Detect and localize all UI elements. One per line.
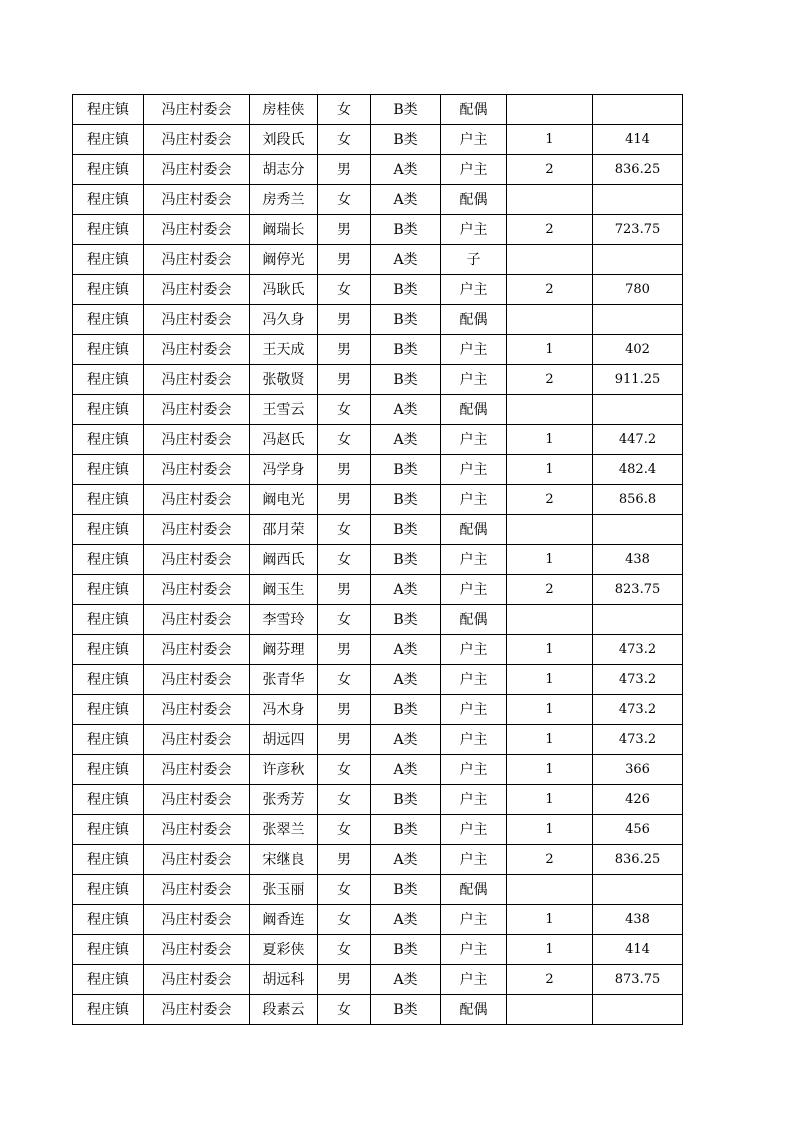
records-table xyxy=(72,94,683,1025)
name-cell: 刘段氏 xyxy=(250,125,318,155)
amount-cell: 402 xyxy=(593,335,683,365)
category-cell: B类 xyxy=(371,305,441,335)
relation-cell: 户主 xyxy=(441,575,507,605)
town-cell: 程庄镇 xyxy=(73,875,144,905)
household-size-cell: 2 xyxy=(507,365,593,395)
amount-cell: 856.8 xyxy=(593,485,683,515)
name-cell: 宋继良 xyxy=(250,845,318,875)
town-cell: 程庄镇 xyxy=(73,185,144,215)
table-row xyxy=(73,815,683,845)
amount-cell: 438 xyxy=(593,905,683,935)
town-cell: 程庄镇 xyxy=(73,125,144,155)
table-row xyxy=(73,905,683,935)
category-cell: B类 xyxy=(371,365,441,395)
category-cell: A类 xyxy=(371,425,441,455)
relation-cell: 户主 xyxy=(441,665,507,695)
relation-cell: 户主 xyxy=(441,425,507,455)
table-row xyxy=(73,935,683,965)
household-size-cell: 1 xyxy=(507,125,593,155)
table-row xyxy=(73,695,683,725)
village-committee-cell: 冯庄村委会 xyxy=(144,545,250,575)
town-cell: 程庄镇 xyxy=(73,575,144,605)
household-size-cell xyxy=(507,395,593,425)
gender-cell: 男 xyxy=(318,575,371,605)
amount-cell: 473.2 xyxy=(593,665,683,695)
gender-cell: 女 xyxy=(318,275,371,305)
household-size-cell: 2 xyxy=(507,275,593,305)
name-cell: 胡远四 xyxy=(250,725,318,755)
category-cell: B类 xyxy=(371,785,441,815)
relation-cell: 户主 xyxy=(441,905,507,935)
name-cell: 阚停光 xyxy=(250,245,318,275)
town-cell: 程庄镇 xyxy=(73,155,144,185)
household-size-cell: 1 xyxy=(507,335,593,365)
town-cell: 程庄镇 xyxy=(73,665,144,695)
category-cell: A类 xyxy=(371,395,441,425)
household-size-cell: 1 xyxy=(507,425,593,455)
town-cell: 程庄镇 xyxy=(73,935,144,965)
name-cell: 许彦秋 xyxy=(250,755,318,785)
table-row xyxy=(73,455,683,485)
household-size-cell xyxy=(507,185,593,215)
village-committee-cell: 冯庄村委会 xyxy=(144,635,250,665)
gender-cell: 女 xyxy=(318,395,371,425)
category-cell: B类 xyxy=(371,335,441,365)
town-cell: 程庄镇 xyxy=(73,215,144,245)
gender-cell: 男 xyxy=(318,965,371,995)
amount-cell: 473.2 xyxy=(593,695,683,725)
relation-cell: 户主 xyxy=(441,695,507,725)
amount-cell: 473.2 xyxy=(593,635,683,665)
town-cell: 程庄镇 xyxy=(73,95,144,125)
name-cell: 张敬贤 xyxy=(250,365,318,395)
gender-cell: 女 xyxy=(318,545,371,575)
amount-cell: 873.75 xyxy=(593,965,683,995)
household-size-cell: 2 xyxy=(507,965,593,995)
relation-cell: 子 xyxy=(441,245,507,275)
gender-cell: 女 xyxy=(318,515,371,545)
village-committee-cell: 冯庄村委会 xyxy=(144,725,250,755)
town-cell: 程庄镇 xyxy=(73,905,144,935)
relation-cell: 户主 xyxy=(441,125,507,155)
town-cell: 程庄镇 xyxy=(73,815,144,845)
table-row xyxy=(73,305,683,335)
village-committee-cell: 冯庄村委会 xyxy=(144,245,250,275)
household-size-cell: 1 xyxy=(507,635,593,665)
name-cell: 张青华 xyxy=(250,665,318,695)
relation-cell: 户主 xyxy=(441,635,507,665)
amount-cell: 780 xyxy=(593,275,683,305)
gender-cell: 男 xyxy=(318,155,371,185)
relation-cell: 户主 xyxy=(441,755,507,785)
village-committee-cell: 冯庄村委会 xyxy=(144,305,250,335)
category-cell: B类 xyxy=(371,215,441,245)
amount-cell: 438 xyxy=(593,545,683,575)
gender-cell: 男 xyxy=(318,215,371,245)
amount-cell: 456 xyxy=(593,815,683,845)
household-size-cell: 1 xyxy=(507,755,593,785)
gender-cell: 女 xyxy=(318,815,371,845)
table-row xyxy=(73,275,683,305)
table-row xyxy=(73,125,683,155)
village-committee-cell: 冯庄村委会 xyxy=(144,485,250,515)
village-committee-cell: 冯庄村委会 xyxy=(144,905,250,935)
name-cell: 王天成 xyxy=(250,335,318,365)
amount-cell xyxy=(593,995,683,1025)
village-committee-cell: 冯庄村委会 xyxy=(144,275,250,305)
village-committee-cell: 冯庄村委会 xyxy=(144,935,250,965)
table-row xyxy=(73,635,683,665)
relation-cell: 户主 xyxy=(441,365,507,395)
amount-cell: 366 xyxy=(593,755,683,785)
town-cell: 程庄镇 xyxy=(73,365,144,395)
relation-cell: 户主 xyxy=(441,545,507,575)
name-cell: 阚香连 xyxy=(250,905,318,935)
name-cell: 阚玉生 xyxy=(250,575,318,605)
village-committee-cell: 冯庄村委会 xyxy=(144,755,250,785)
name-cell: 张玉丽 xyxy=(250,875,318,905)
town-cell: 程庄镇 xyxy=(73,305,144,335)
gender-cell: 女 xyxy=(318,665,371,695)
name-cell: 胡远科 xyxy=(250,965,318,995)
amount-cell: 473.2 xyxy=(593,725,683,755)
household-size-cell: 1 xyxy=(507,725,593,755)
relation-cell: 户主 xyxy=(441,335,507,365)
household-size-cell: 1 xyxy=(507,905,593,935)
gender-cell: 女 xyxy=(318,935,371,965)
relation-cell: 配偶 xyxy=(441,515,507,545)
relation-cell: 配偶 xyxy=(441,995,507,1025)
name-cell: 冯耿氏 xyxy=(250,275,318,305)
gender-cell: 男 xyxy=(318,695,371,725)
amount-cell: 723.75 xyxy=(593,215,683,245)
table-row xyxy=(73,185,683,215)
category-cell: A类 xyxy=(371,905,441,935)
village-committee-cell: 冯庄村委会 xyxy=(144,575,250,605)
relation-cell: 户主 xyxy=(441,815,507,845)
village-committee-cell: 冯庄村委会 xyxy=(144,665,250,695)
gender-cell: 女 xyxy=(318,425,371,455)
gender-cell: 男 xyxy=(318,485,371,515)
gender-cell: 男 xyxy=(318,305,371,335)
table-row xyxy=(73,95,683,125)
village-committee-cell: 冯庄村委会 xyxy=(144,425,250,455)
category-cell: A类 xyxy=(371,755,441,785)
amount-cell xyxy=(593,395,683,425)
household-size-cell: 1 xyxy=(507,545,593,575)
category-cell: B类 xyxy=(371,485,441,515)
category-cell: B类 xyxy=(371,95,441,125)
household-size-cell: 2 xyxy=(507,215,593,245)
category-cell: A类 xyxy=(371,155,441,185)
table-row xyxy=(73,395,683,425)
category-cell: B类 xyxy=(371,695,441,725)
table-row xyxy=(73,485,683,515)
category-cell: A类 xyxy=(371,635,441,665)
table-row xyxy=(73,155,683,185)
village-committee-cell: 冯庄村委会 xyxy=(144,455,250,485)
town-cell: 程庄镇 xyxy=(73,785,144,815)
table-row xyxy=(73,215,683,245)
village-committee-cell: 冯庄村委会 xyxy=(144,185,250,215)
town-cell: 程庄镇 xyxy=(73,995,144,1025)
household-size-cell: 1 xyxy=(507,695,593,725)
town-cell: 程庄镇 xyxy=(73,755,144,785)
name-cell: 冯学身 xyxy=(250,455,318,485)
household-size-cell xyxy=(507,305,593,335)
household-size-cell xyxy=(507,95,593,125)
category-cell: B类 xyxy=(371,935,441,965)
village-committee-cell: 冯庄村委会 xyxy=(144,875,250,905)
amount-cell xyxy=(593,515,683,545)
gender-cell: 女 xyxy=(318,995,371,1025)
relation-cell: 户主 xyxy=(441,215,507,245)
table-row xyxy=(73,425,683,455)
table-row xyxy=(73,875,683,905)
relation-cell: 户主 xyxy=(441,485,507,515)
name-cell: 阚瑞长 xyxy=(250,215,318,245)
records-table-body xyxy=(73,95,683,1025)
gender-cell: 女 xyxy=(318,875,371,905)
relation-cell: 配偶 xyxy=(441,875,507,905)
table-row xyxy=(73,845,683,875)
relation-cell: 户主 xyxy=(441,935,507,965)
village-committee-cell: 冯庄村委会 xyxy=(144,815,250,845)
town-cell: 程庄镇 xyxy=(73,395,144,425)
table-row xyxy=(73,995,683,1025)
amount-cell: 911.25 xyxy=(593,365,683,395)
name-cell: 阚西氏 xyxy=(250,545,318,575)
name-cell: 张秀芳 xyxy=(250,785,318,815)
amount-cell xyxy=(593,185,683,215)
gender-cell: 男 xyxy=(318,635,371,665)
table-row xyxy=(73,335,683,365)
amount-cell: 482.4 xyxy=(593,455,683,485)
table-row xyxy=(73,725,683,755)
relation-cell: 配偶 xyxy=(441,395,507,425)
village-committee-cell: 冯庄村委会 xyxy=(144,95,250,125)
name-cell: 阚芬理 xyxy=(250,635,318,665)
category-cell: A类 xyxy=(371,185,441,215)
gender-cell: 男 xyxy=(318,725,371,755)
town-cell: 程庄镇 xyxy=(73,515,144,545)
name-cell: 邵月荣 xyxy=(250,515,318,545)
relation-cell: 配偶 xyxy=(441,185,507,215)
household-size-cell xyxy=(507,875,593,905)
household-size-cell: 1 xyxy=(507,665,593,695)
amount-cell xyxy=(593,245,683,275)
category-cell: A类 xyxy=(371,845,441,875)
table-row xyxy=(73,515,683,545)
relation-cell: 户主 xyxy=(441,155,507,185)
table-row xyxy=(73,785,683,815)
name-cell: 冯赵氏 xyxy=(250,425,318,455)
household-size-cell: 1 xyxy=(507,785,593,815)
category-cell: A类 xyxy=(371,245,441,275)
relation-cell: 户主 xyxy=(441,845,507,875)
household-size-cell: 1 xyxy=(507,455,593,485)
name-cell: 李雪玲 xyxy=(250,605,318,635)
relation-cell: 户主 xyxy=(441,275,507,305)
name-cell: 冯木身 xyxy=(250,695,318,725)
category-cell: B类 xyxy=(371,875,441,905)
table-row xyxy=(73,605,683,635)
name-cell: 段素云 xyxy=(250,995,318,1025)
table-row xyxy=(73,575,683,605)
gender-cell: 女 xyxy=(318,95,371,125)
household-size-cell: 1 xyxy=(507,935,593,965)
town-cell: 程庄镇 xyxy=(73,845,144,875)
household-size-cell: 2 xyxy=(507,845,593,875)
town-cell: 程庄镇 xyxy=(73,725,144,755)
table-row xyxy=(73,245,683,275)
amount-cell: 836.25 xyxy=(593,845,683,875)
category-cell: B类 xyxy=(371,455,441,485)
category-cell: A类 xyxy=(371,665,441,695)
household-size-cell: 2 xyxy=(507,485,593,515)
town-cell: 程庄镇 xyxy=(73,635,144,665)
gender-cell: 女 xyxy=(318,605,371,635)
household-size-cell xyxy=(507,995,593,1025)
relation-cell: 配偶 xyxy=(441,305,507,335)
village-committee-cell: 冯庄村委会 xyxy=(144,785,250,815)
village-committee-cell: 冯庄村委会 xyxy=(144,845,250,875)
town-cell: 程庄镇 xyxy=(73,605,144,635)
amount-cell: 414 xyxy=(593,125,683,155)
relation-cell: 配偶 xyxy=(441,605,507,635)
relation-cell: 户主 xyxy=(441,455,507,485)
town-cell: 程庄镇 xyxy=(73,695,144,725)
village-committee-cell: 冯庄村委会 xyxy=(144,395,250,425)
category-cell: B类 xyxy=(371,815,441,845)
gender-cell: 女 xyxy=(318,185,371,215)
category-cell: B类 xyxy=(371,275,441,305)
category-cell: B类 xyxy=(371,995,441,1025)
household-size-cell: 2 xyxy=(507,155,593,185)
town-cell: 程庄镇 xyxy=(73,455,144,485)
town-cell: 程庄镇 xyxy=(73,965,144,995)
village-committee-cell: 冯庄村委会 xyxy=(144,515,250,545)
village-committee-cell: 冯庄村委会 xyxy=(144,125,250,155)
village-committee-cell: 冯庄村委会 xyxy=(144,215,250,245)
town-cell: 程庄镇 xyxy=(73,245,144,275)
amount-cell xyxy=(593,605,683,635)
gender-cell: 男 xyxy=(318,365,371,395)
category-cell: A类 xyxy=(371,575,441,605)
amount-cell: 426 xyxy=(593,785,683,815)
town-cell: 程庄镇 xyxy=(73,545,144,575)
name-cell: 房桂侠 xyxy=(250,95,318,125)
gender-cell: 女 xyxy=(318,905,371,935)
town-cell: 程庄镇 xyxy=(73,485,144,515)
household-size-cell: 1 xyxy=(507,815,593,845)
amount-cell: 836.25 xyxy=(593,155,683,185)
gender-cell: 女 xyxy=(318,125,371,155)
amount-cell xyxy=(593,305,683,335)
table-row xyxy=(73,665,683,695)
village-committee-cell: 冯庄村委会 xyxy=(144,365,250,395)
gender-cell: 男 xyxy=(318,245,371,275)
category-cell: B类 xyxy=(371,545,441,575)
household-size-cell xyxy=(507,245,593,275)
household-size-cell xyxy=(507,515,593,545)
name-cell: 张翠兰 xyxy=(250,815,318,845)
category-cell: B类 xyxy=(371,125,441,155)
village-committee-cell: 冯庄村委会 xyxy=(144,605,250,635)
table-row xyxy=(73,965,683,995)
amount-cell xyxy=(593,95,683,125)
household-size-cell: 2 xyxy=(507,575,593,605)
village-committee-cell: 冯庄村委会 xyxy=(144,695,250,725)
table-row xyxy=(73,755,683,785)
village-committee-cell: 冯庄村委会 xyxy=(144,995,250,1025)
relation-cell: 户主 xyxy=(441,725,507,755)
name-cell: 阚电光 xyxy=(250,485,318,515)
relation-cell: 户主 xyxy=(441,965,507,995)
village-committee-cell: 冯庄村委会 xyxy=(144,965,250,995)
amount-cell: 823.75 xyxy=(593,575,683,605)
name-cell: 夏彩侠 xyxy=(250,935,318,965)
gender-cell: 男 xyxy=(318,335,371,365)
category-cell: B类 xyxy=(371,605,441,635)
amount-cell: 447.2 xyxy=(593,425,683,455)
category-cell: A类 xyxy=(371,965,441,995)
gender-cell: 男 xyxy=(318,845,371,875)
town-cell: 程庄镇 xyxy=(73,425,144,455)
gender-cell: 女 xyxy=(318,755,371,785)
amount-cell: 414 xyxy=(593,935,683,965)
category-cell: A类 xyxy=(371,725,441,755)
gender-cell: 女 xyxy=(318,785,371,815)
village-committee-cell: 冯庄村委会 xyxy=(144,335,250,365)
village-committee-cell: 冯庄村委会 xyxy=(144,155,250,185)
name-cell: 胡志分 xyxy=(250,155,318,185)
relation-cell: 配偶 xyxy=(441,95,507,125)
town-cell: 程庄镇 xyxy=(73,275,144,305)
gender-cell: 男 xyxy=(318,455,371,485)
town-cell: 程庄镇 xyxy=(73,335,144,365)
name-cell: 王雪云 xyxy=(250,395,318,425)
relation-cell: 户主 xyxy=(441,785,507,815)
table-row xyxy=(73,365,683,395)
amount-cell xyxy=(593,875,683,905)
household-size-cell xyxy=(507,605,593,635)
name-cell: 房秀兰 xyxy=(250,185,318,215)
name-cell: 冯久身 xyxy=(250,305,318,335)
table-row xyxy=(73,545,683,575)
category-cell: B类 xyxy=(371,515,441,545)
